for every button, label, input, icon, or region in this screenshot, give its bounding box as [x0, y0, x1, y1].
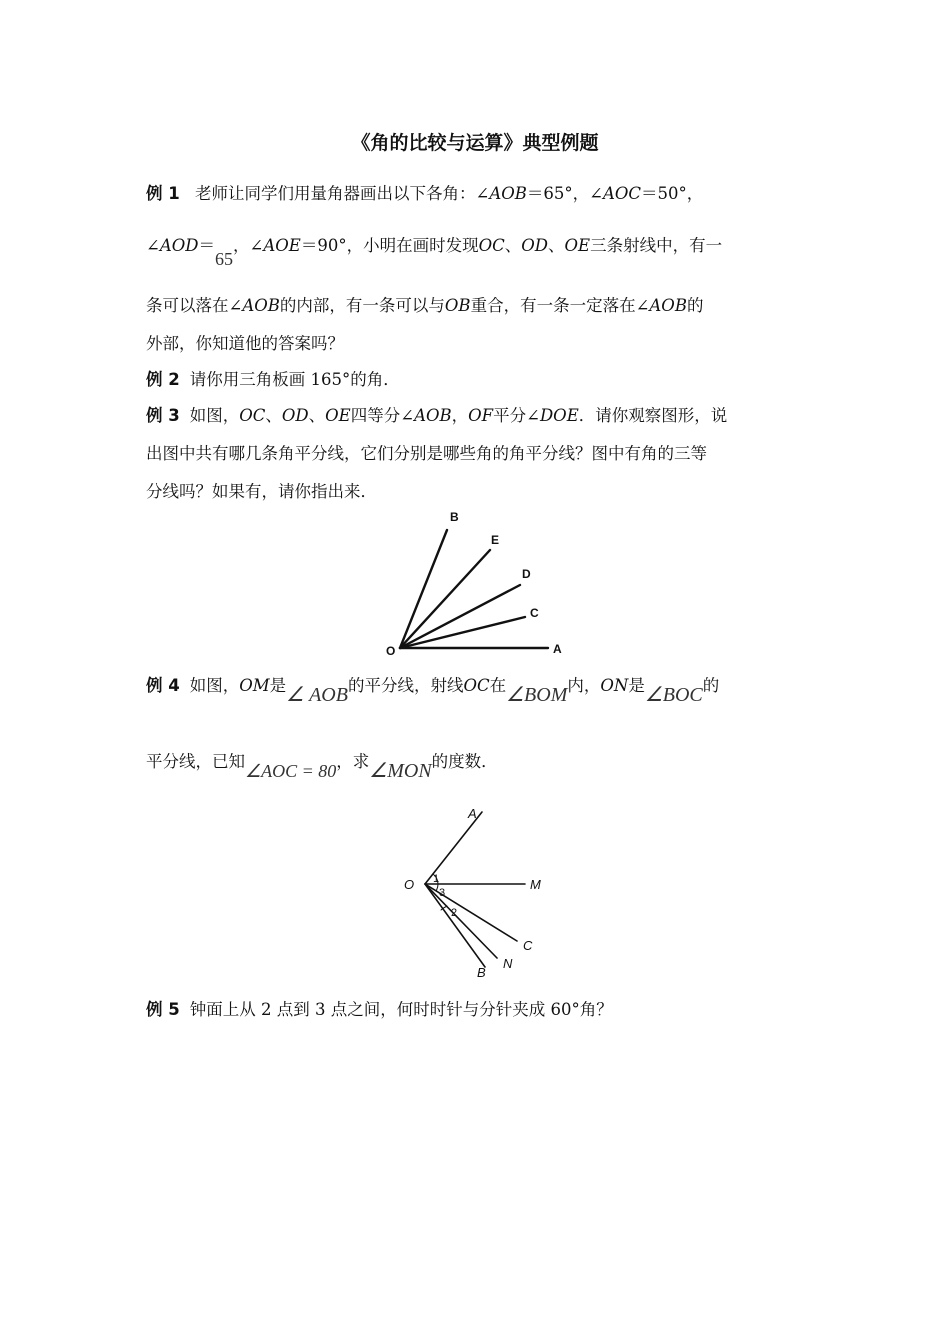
- label-a: A: [468, 806, 477, 821]
- ex4-line-2: [146, 748, 498, 782]
- ray-oe: [400, 550, 490, 648]
- label-e: E: [491, 533, 500, 547]
- label-o: O: [404, 877, 415, 892]
- text: ON: [600, 676, 629, 695]
- label-b: B: [450, 510, 459, 524]
- ray-oc: [400, 617, 525, 648]
- math-angle-boc: ∠BOC: [644, 684, 703, 706]
- text: DOE: [539, 406, 579, 425]
- ex2-line: [146, 366, 400, 390]
- text: OD: [521, 236, 548, 255]
- text: AOC: [602, 184, 642, 203]
- text: 条可以落在∠: [146, 296, 243, 315]
- text: AOB: [414, 406, 452, 425]
- text: ＝: [198, 236, 215, 255]
- text: 平分线，已知: [146, 752, 245, 771]
- ray-ob: [400, 530, 447, 648]
- math-angle-aob: ∠ AOB: [286, 684, 348, 706]
- label-c: C: [530, 606, 539, 620]
- text: 、: [265, 406, 282, 425]
- ray-od: [400, 585, 520, 648]
- ex1-aod-value: 65: [215, 249, 233, 269]
- text: OC: [478, 236, 505, 255]
- text: OF: [468, 406, 494, 425]
- ex3-line-3: 分线吗？如果有，请你指出来．: [146, 482, 377, 501]
- text: OE: [325, 406, 351, 425]
- text: 如图，: [189, 406, 240, 425]
- ex4-line-1: [146, 672, 720, 706]
- math-angle-mon: ∠MON: [369, 760, 432, 782]
- ex1-label: 例 1: [146, 184, 180, 203]
- text: 如图，: [189, 676, 240, 695]
- text: 的: [702, 676, 720, 695]
- text: OM: [239, 676, 270, 695]
- label-m: M: [530, 877, 541, 892]
- text: 、: [504, 236, 522, 255]
- text: ，求: [336, 752, 370, 771]
- label-angle-3: 3: [439, 887, 446, 899]
- ex5-label: 例 5: [146, 1000, 180, 1019]
- ex3-line-2: 出图中共有哪几条角平分线，它们分别是哪些角的角平分线？图中有角的三等: [146, 444, 707, 463]
- text: 的内部，有一条可以与: [279, 296, 445, 315]
- text: 的平分线，射线: [347, 676, 464, 695]
- text: AOB: [649, 296, 687, 315]
- angle-arc-3: [436, 884, 438, 891]
- text: AOE: [263, 236, 301, 255]
- label-angle-2: 2: [451, 907, 458, 919]
- text: 平分∠: [493, 406, 540, 425]
- ex3-line-1: [146, 402, 727, 426]
- text: AOB: [489, 184, 527, 203]
- label-c: C: [523, 938, 533, 953]
- text: 、: [548, 236, 565, 255]
- label-n: N: [503, 956, 513, 971]
- text: 内，: [567, 676, 601, 695]
- text: 的: [686, 296, 704, 315]
- text: ＝50°，: [641, 184, 704, 203]
- ex3-figure: [380, 505, 580, 665]
- text: 三条射线中，有一: [590, 236, 723, 255]
- ex1-line-4: 外部，你知道他的答案吗？: [146, 334, 344, 353]
- ex1-line-2: [146, 232, 723, 269]
- text: AOD: [159, 236, 199, 255]
- text: OC: [239, 406, 266, 425]
- math-angle-aoc-80: ∠AOC = 80: [245, 761, 337, 781]
- label-o: O: [386, 644, 396, 658]
- text: 请你用三角板画 165°的角．: [189, 370, 400, 389]
- label-angle-1: 1: [433, 873, 440, 885]
- text: ∠: [146, 236, 160, 255]
- label-a: A: [553, 642, 562, 656]
- text: 重合，有一条一定落在∠: [470, 296, 650, 315]
- text: 钟面上从 2 点到 3 点之间，何时时针与分针夹成 60°角？: [189, 1000, 613, 1019]
- text: 在: [489, 676, 507, 695]
- text: 、: [308, 406, 326, 425]
- text: OC: [463, 676, 490, 695]
- text: ＝90°，小明在画时发现: [300, 236, 479, 255]
- ex4-label: 例 4: [146, 676, 180, 695]
- text: ，: [451, 406, 469, 425]
- text: OE: [564, 236, 591, 255]
- ex2-label: 例 2: [146, 370, 180, 389]
- label-d: D: [522, 567, 531, 581]
- text: ，∠: [233, 236, 264, 255]
- text: 是: [269, 676, 287, 695]
- text: 四等分∠: [350, 406, 415, 425]
- ex3-label: 例 3: [146, 406, 180, 425]
- text: OD: [281, 406, 309, 425]
- ex1-line-1: [146, 180, 703, 204]
- label-b: B: [477, 965, 486, 980]
- text: 是: [628, 676, 645, 695]
- text: ．请你观察图形，说: [578, 406, 728, 425]
- text: AOB: [242, 296, 280, 315]
- ex4-figure: [395, 800, 565, 980]
- ex1-line-3: [146, 292, 703, 316]
- page-title: 《角的比较与运算》典型例题: [351, 132, 599, 154]
- math-angle-bom: ∠BOM: [506, 684, 568, 706]
- text: OB: [444, 296, 471, 315]
- text: ＝65°，∠: [526, 184, 603, 203]
- text: 的度数．: [431, 752, 498, 771]
- text: 老师让同学们用量角器画出以下各角：∠: [194, 184, 490, 203]
- ex5-line: [146, 996, 613, 1020]
- ray-ob: [425, 884, 485, 967]
